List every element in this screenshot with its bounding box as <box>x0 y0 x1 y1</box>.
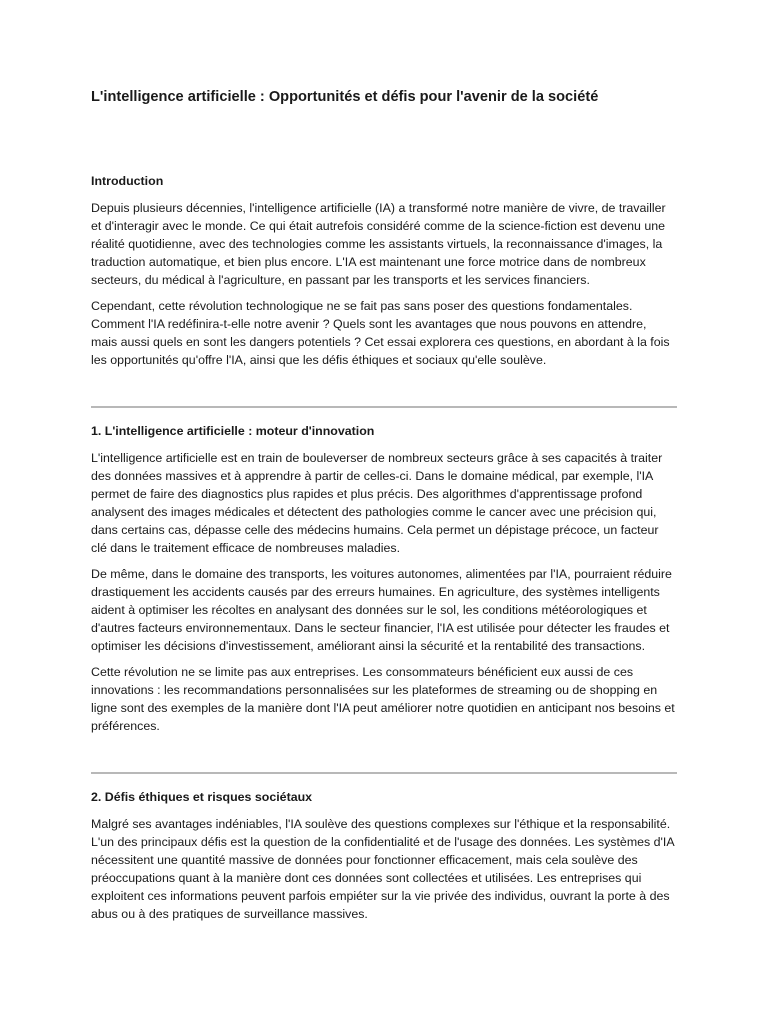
paragraph: L'intelligence artificielle est en train de bouleverser de nombreux secteurs grâce à ses capacités à traiter des données massives et à apprendre à partir de celles-ci. Dans le domaine médical, par exemple, l'IA permet de faire des diagnostics plus rapides et plus précis. Des algorithmes d'apprentissage profond analysent des images médicales et détectent des pathologies comme le cancer avec une précision qui, dans certains cas, dépasse celle des médecins humains. Cela permet un dépistage précoce, un facteur clé dans le traitement efficace de nombreuses maladies. <box>91 451 663 555</box>
paragraph: Malgré ses avantages indéniables, l'IA soulève des questions complexes sur l'éthique et la responsabilité. L'un des principaux défis est la question de la confidentialité et de l'usage des données. Les systèmes d'IA nécessitent une quantité massive de données pour fonctionner efficacement, mais cela soulève des préoccupations quant à la manière dont ces données sont collectées et utilisées. Les entreprises qui exploitent ces informations peuvent parfois empiéter sur la vie privée des individus, ouvrant la porte à des abus ou à des pratiques de surveillance massives. <box>91 817 674 921</box>
section-heading: 2. Défis éthiques et risques sociétaux <box>91 790 313 804</box>
introduction-heading: Introduction <box>91 174 164 188</box>
paragraph: Cette révolution ne se limite pas aux entreprises. Les consommateurs bénéficient eux aussi de ces innovations : les recommandations personnalisées sur les plateformes de streaming ou de shopping en ligne sont des exemples de la manière dont l'IA peut améliorer notre quotidien en anticipant nos besoins et préférences. <box>91 665 675 733</box>
paragraph: Cependant, cette révolution technologique ne se fait pas sans poser des questions fondamentales. Comment l'IA redéfinira-t-elle notre avenir ? Quels sont les avantages que nous pouvons en attendre, mais aussi quels en sont les dangers potentiels ? Cet essai explorera ces questions, en abordant à la fois les opportunités qu'offre l'IA, ainsi que les défis éthiques et sociaux qu'elle soulève. <box>91 299 670 367</box>
document-title: L'intelligence artificielle : Opportunités et défis pour l'avenir de la société <box>91 89 599 105</box>
section-ethics <box>91 788 676 931</box>
section-divider <box>91 406 677 408</box>
section-divider <box>91 772 677 774</box>
section-heading: 1. L'intelligence artificielle : moteur d'innovation <box>91 424 375 438</box>
paragraph: Depuis plusieurs décennies, l'intelligence artificielle (IA) a transformé notre manière de vivre, de travailler et d'interagir avec le monde. Ce qui était autrefois considéré comme de la science-fiction est devenu une réalité quotidienne, avec des technologies comme les assistants virtuels, la reconnaissance d'images, la traduction automatique, et bien plus encore. L'IA est maintenant une force motrice dans de nombreux secteurs, du médical à l'agriculture, en passant par les transports et les services financiers. <box>91 201 666 287</box>
paragraph: De même, dans le domaine des transports, les voitures autonomes, alimentées par l'IA, pourraient réduire drastiquement les accidents causés par des erreurs humaines. En agriculture, des systèmes intelligents aident à optimiser les récoltes en analysant des données sur le sol, les conditions météorologiques et d'autres facteurs environnementaux. Dans le secteur financier, l'IA est utilisée pour détecter les fraudes et optimiser les décisions d'investissement, améliorant ainsi la sécurité et la rentabilité des transactions. <box>91 567 672 653</box>
section-innovation <box>91 422 676 743</box>
introduction-section <box>91 172 676 377</box>
